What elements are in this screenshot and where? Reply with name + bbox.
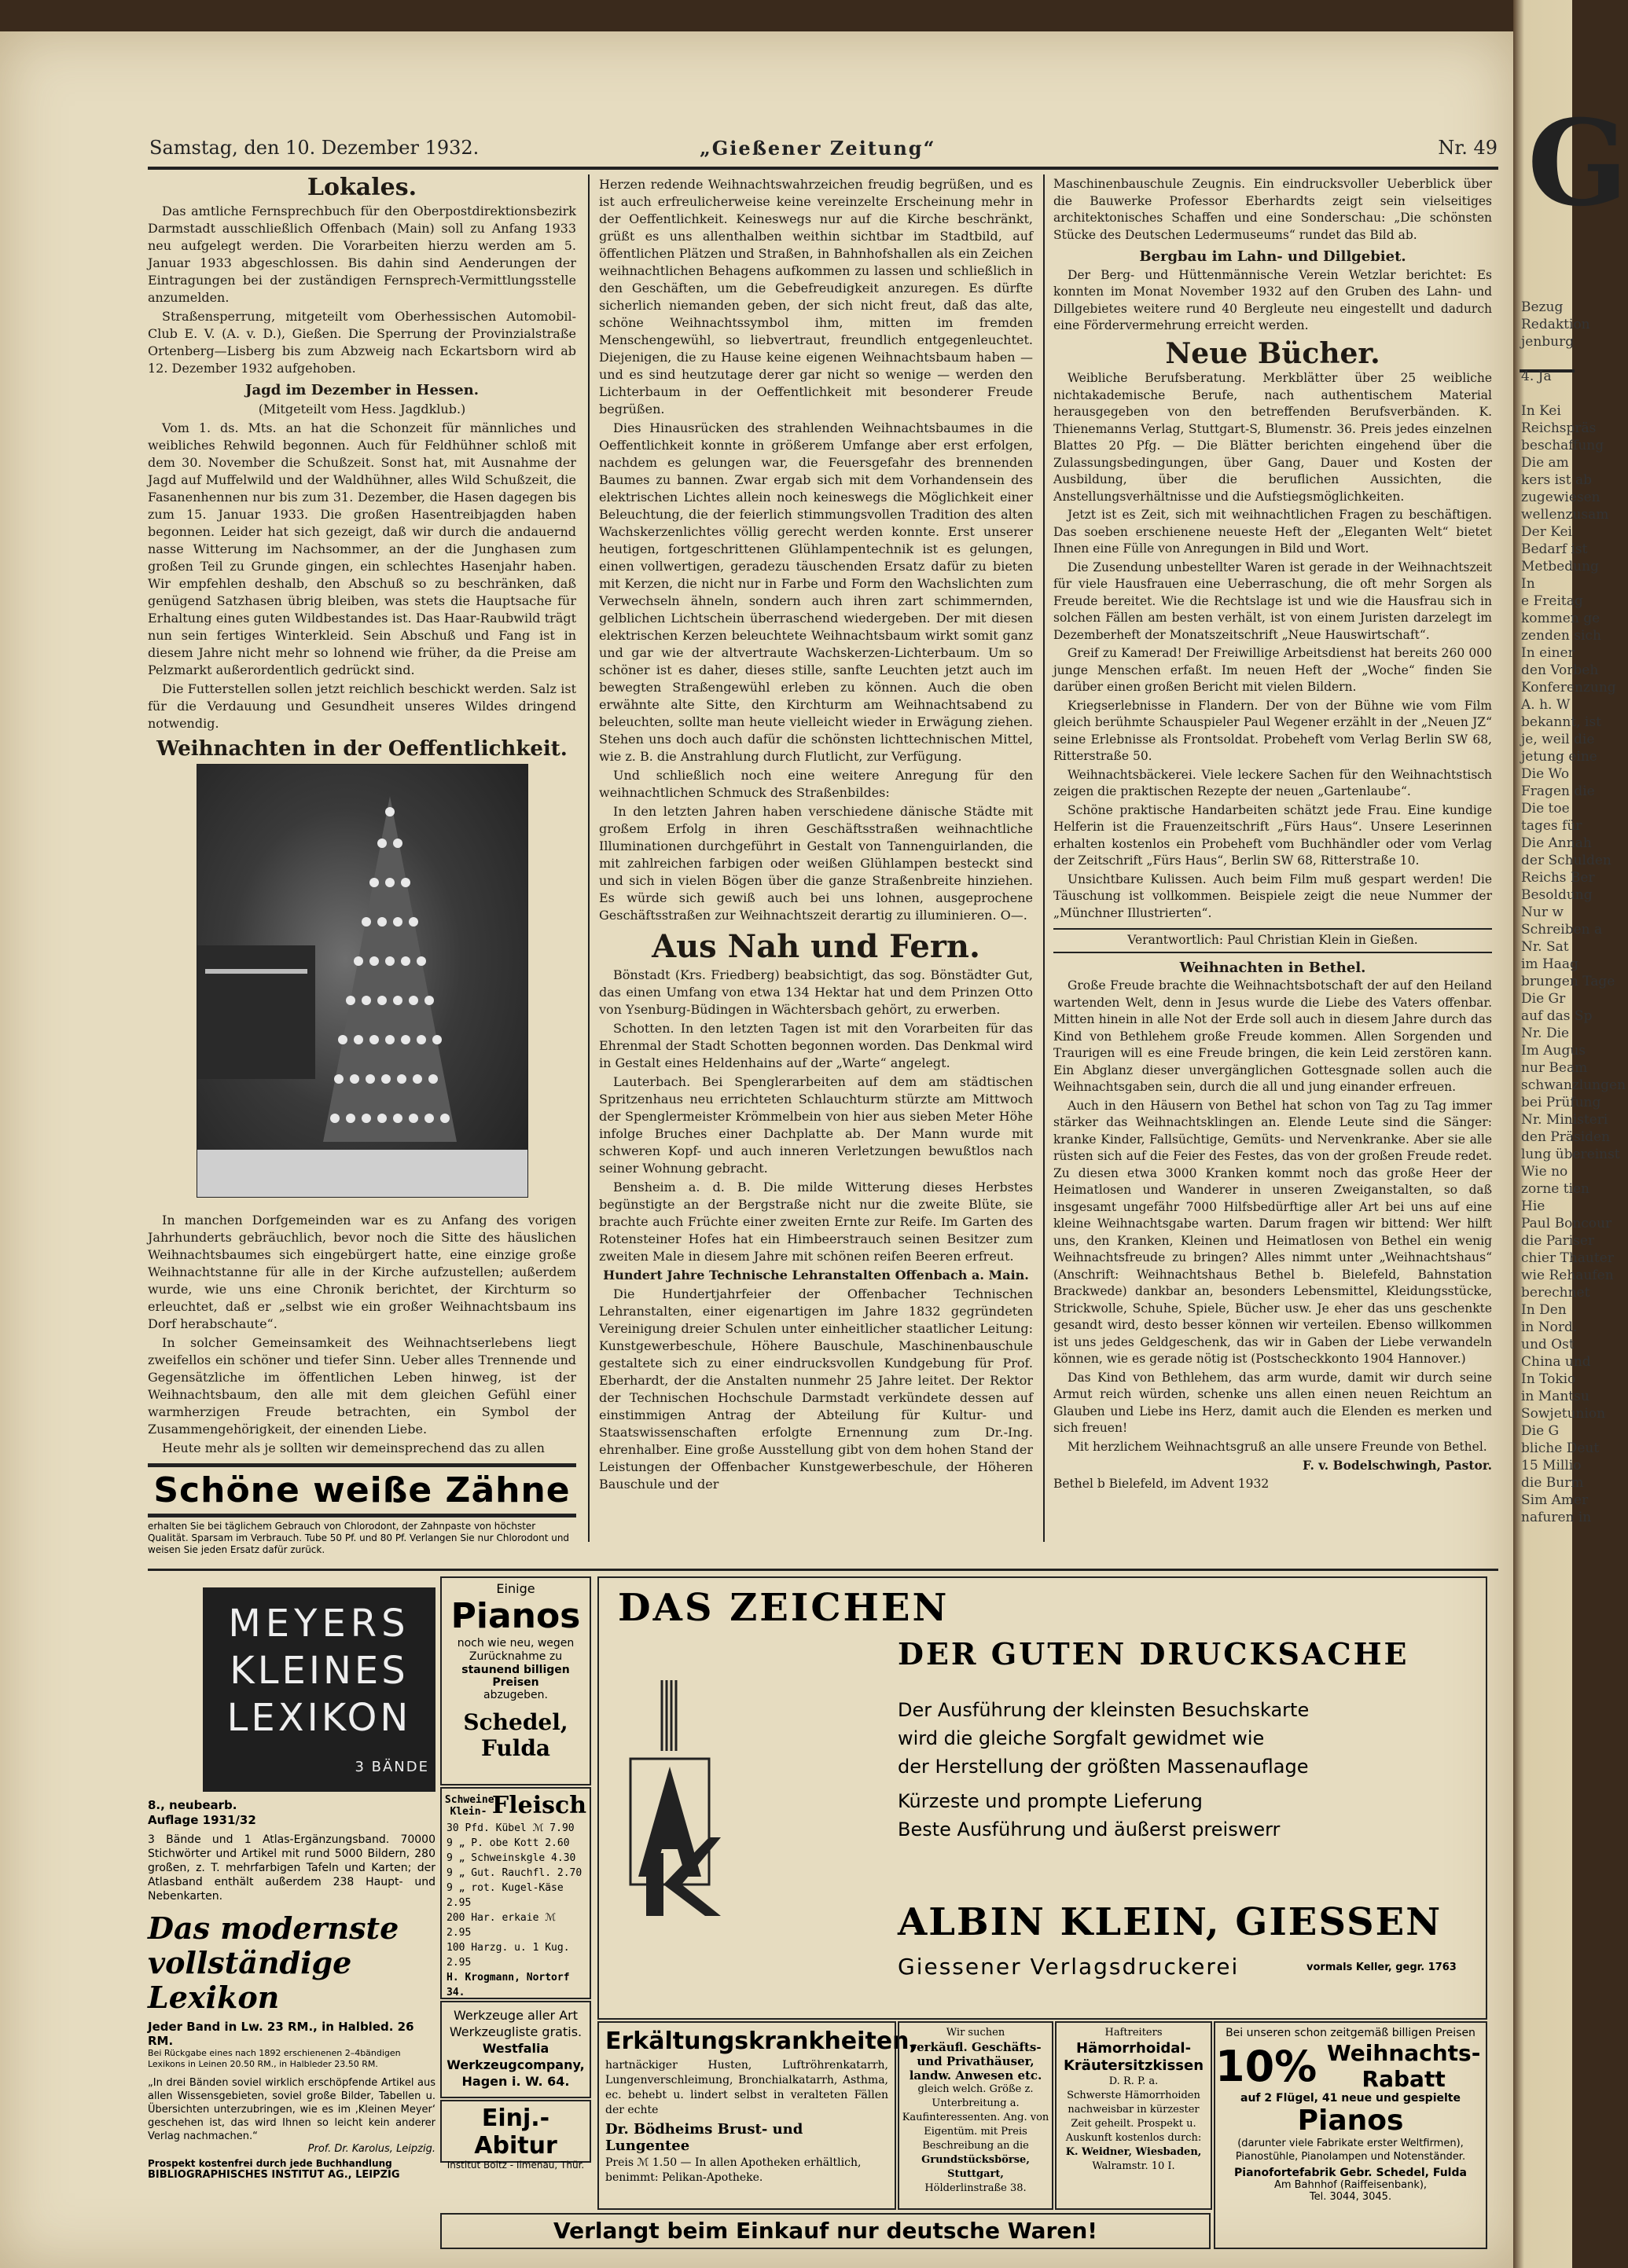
erkaeltung-brand: Dr. Bödheims Brust- und Lungentee	[605, 2121, 803, 2154]
meyers-baende: 3 BÄNDE	[355, 1759, 429, 1775]
rabatt-t2: auf 2 Flügel, 41 neue und gespielte	[1240, 2092, 1461, 2105]
article-strassensperrung: Straßensperrung, mitgeteilt vom Oberhessischen Automobil-Club E. V. (A. v. D.), Gießen. Die Sperrung der Provinzialstraße Ortenberg—Lisberg bis zum Abzweig nach Eckartsborn wird ab 12. Dezember 1932 aufgehoben.	[148, 309, 576, 376]
ad-grundstuecksboerse	[898, 2021, 1053, 2210]
header-rule	[148, 167, 1498, 170]
ad-abitur	[440, 2100, 591, 2171]
article-weihnachten-cont-4: In den letzten Jahren haben verschiedene dänische Städte mit großem Erfolg in ihren Geschäftsstraßen weihnachtliche Illuminationen durchgeführt in Gestalt von Tannenguirlanden, die mit zahlreichen farbigen oder weißen Glühlampen besteckt sind und sich in vielen Bögen über die ganze Straßenbreite hinziehen. Es würde sich gewiß auch bei uns lohnen, ausgeprochene Geschäftsstraßen zur Weihnachtszeit derartig zu illuminieren. O—.	[599, 804, 1033, 923]
ad-meyers-lexikon	[148, 1576, 435, 2246]
news-boenstadt: Bönstadt (Krs. Friedberg) beabsichtigt, das sog. Bönstädter Gut, das einen Umfang von etwa 134 Hektar hat und dem Prinzen Otto von Ysenburg-Büdingen in Wächtersbach gehört, zu erwerben.	[599, 967, 1033, 1017]
ad-werkzeuge	[440, 2001, 591, 2098]
fleisch-line-1: 30 Pfd. Kübel ℳ 7.90	[447, 1822, 575, 1834]
erkaeltung-preis: Preis ℳ 1.50 — In allen Apotheken erhältlich, benimmt: Pelikan-Apotheke.	[605, 2156, 862, 2184]
haemorrhoid-text: Schwerste Hämorrhoiden nachweisbar in kürzester Zeit geheilt. Prospekt u. Auskunft kostenlos durch:	[1065, 2090, 1202, 2144]
meyers-logo-block	[203, 1587, 435, 1792]
rabatt-tel: Tel. 3044, 3045.	[1309, 2191, 1392, 2203]
abitur-title: Einj.-Abitur	[474, 2105, 557, 2160]
pianos-einige: Einige	[496, 1581, 535, 1596]
ad-weihnachts-rabatt	[1214, 2021, 1487, 2249]
section-title-neue-buecher: Neue Bücher.	[1165, 336, 1380, 370]
article-bethel-3: Das Kind von Bethlehem, das arm wurde, damit wir durch seine Armut reich würden, schenke uns allen einen neuen Reichtum an Glauben und Liebe ins Herz, damit auch die Elenden es merken und sich freuen!	[1053, 1370, 1492, 1435]
haemorrhoid-t0: Haftreiters	[1104, 2027, 1163, 2039]
news-bergbau: Der Berg- und Hüttenmännische Verein Wetzlar berichtet: Es konnten im Monat November 1932 auf den Gruben des Lahn- und Dillgebietes weitere rund 40 Bergleute neu eingestellt und dadurch eine Fördervermehrung erreicht werden.	[1053, 267, 1492, 332]
banner-deutsche-waren: Verlangt beim Einkauf nur deutsche Waren!	[440, 2213, 1211, 2249]
rabatt-adr: Am Bahnhof (Raiffeisenbank),	[1273, 2179, 1428, 2191]
zeichen-gegr: vormals Keller, gegr. 1763	[1306, 1962, 1457, 1973]
fleisch-head: Schweine-Klein-	[444, 1793, 501, 1818]
haemorrhoid-firma: K. Weidner, Wiesbaden,	[1065, 2146, 1202, 2158]
christmas-tree-icon	[197, 765, 527, 1197]
article-weihnachten-2: In solcher Gemeinsamkeit des Weihnachtserlebens liegt zweifellos ein schöner und tiefer Sinn. Ueber alles Trennende und Gegensätzliche im öffentlichen Leben hinweg, ist der Weihnachtsbaum, den alle mit dem gleichen Gefühl einer warmherzigen Freude betrachten, ein Symbol der Zusammengehörigkeit, der einenden Liebe.	[148, 1335, 576, 1437]
rabatt-t1: Bei unseren schon zeitgemäß billigen Preisen	[1226, 2027, 1475, 2039]
zeichen-sub: Giessener Verlagsdruckerei	[898, 1954, 1240, 1980]
rabatt-t3: (darunter viele Fabrikate erster Weltfirmen), Pianostühle, Pianolampen und Notenständer.	[1235, 2138, 1466, 2163]
ad-albin-klein	[597, 1576, 1487, 2020]
edge-text-fragments: Bezug Redaktion jenburg 4. Ja In Kei Reichspräs beschaffung Die am kers ist ab zugewiesen wellenzusam Der Kei Bedarf ist Metbedung In e Freitag kommen ge zenden sich In einer den Vorbeh Konferenzung A. h. W bekannt, ist je, weil die jetung eine Die Wo Fragen die Die toe tages für Die Annah der Schulden Reichs Ber Besoldung Nur w Schreiben a Nr. Sat im Haag brungen Tage Die Gr auf das Sp Nr. Die Im Augus nur Beam schwanzlungen bei Prüfung Nr. Ministeri den Präsiden lung übereinst Wie no zorne tien Hie Paul Boncour die Pariser chier Thauter wie Rehaufen berechnet In Den in Nord. und Ost China und In Tokio in Mantsu Sowjetunion Die G bliche Deut 15 Millio die Burm Sim Amer nafuren in	[1521, 299, 1626, 1525]
book-kriegserlebnisse: Kriegserlebnisse in Flandern. Der von der Bühne wie vom Film gleich berühmte Schauspieler Paul Wegener erzählt in der „Neuen JZ“ seine Erlebnisse als Frontsoldat. Probeheft vom Verlag Berlin SW 68, Ritterstraße 50.	[1053, 698, 1492, 763]
ad-pianos-schedel	[440, 1576, 591, 1785]
meyers-zitat: „In drei Bänden soviel wirklich erschöpfende Artikel aus allen Wissensgebieten, soviel große Bilder, Tabellen u. Übersichten unterzubringen, wie es im ‚Kleinen Meyer‘ geschehen ist, das wird Ihnen so leicht kein anderer Verlag nachmachen.“	[148, 2077, 435, 2142]
meyers-prof: Prof. Dr. Karolus, Leipzig.	[307, 2143, 435, 2155]
pianos-t1: noch wie neu, wegen Zurücknahme zu	[457, 1637, 575, 1663]
meyers-rueckgabe: Bei Rückgabe eines nach 1892 erschienenen 2–4bändigen Lexikons in Leinen 20.50 RM., in Halbleder 23.50 RM.	[148, 2048, 401, 2069]
heading-jagd: Jagd im Dezember in Hessen.	[244, 382, 480, 398]
meyers-preis: Jeder Band in Lw. 23 RM., in Halbled. 26 RM.	[148, 2020, 414, 2048]
ad-chlorodont-title: Schöne weiße Zähne	[148, 1463, 576, 1518]
zeichen-line-1: DAS ZEICHEN	[618, 1586, 950, 1630]
signature-bodelschwingh: F. v. Bodelschwingh, Pastor.	[1303, 1458, 1492, 1473]
rabatt-firma: Pianofortefabrik Gebr. Schedel, Fulda	[1234, 2167, 1467, 2179]
news-offenbach-cont: Maschinenbauschule Zeugnis. Ein eindrucksvoller Ueberblick über die Bauwerke Professor Eberhardts zeigt sein vielseitiges architektonisches Schaffen und eine Sonderschau: „Die schönsten Stücke des Deutschen Ledermuseums“ rundet das Bild ab.	[1053, 177, 1492, 242]
article-bethel-4: Mit herzlichem Weihnachtsgruß an alle unsere Freunde von Bethel.	[1068, 1439, 1487, 1454]
heading-offenbach: Hundert Jahre Technische Lehranstalten Offenbach a. Main.	[603, 1268, 1029, 1283]
haemorrhoid-title: Hämorrhoidal-Kräutersitzkissen	[1063, 2040, 1204, 2074]
book-unbestellte-waren: Die Zusendung unbestellter Waren ist gerade in der Weihnachtszeit für viele Hausfrauen eine Ueberraschung, die oft mehr Sorgen als Freude bereitet. Wie die Rechtslage ist und wie die Hausfrau sich in solchen Fällen am besten verhält, ist von einem Juristen darzelegt im Dezemberheft der Monatszeitschrift „Neue Hauswirtschaft“.	[1053, 560, 1492, 642]
column-rule-2	[1043, 174, 1045, 1542]
ad-chlorodont-text: erhalten Sie bei täglichem Gebrauch von Chlorodont, der Zahnpaste von höchster Qualität. Sparsam im Verbrauch. Tube 50 Pf. und 80 Pf. Verlangen Sie nur Chlorodont und weisen Sie jeden Ersatz dafür zurück.	[148, 1521, 570, 1555]
fleisch-line-5: 9 „ rot. Kugel-Käse 2.95	[447, 1882, 564, 1909]
article-weihnachten-cont: Herzen redende Weihnachtswahrzeichen freudig begrüßen, und es ist auch erfreulicherweise keine vereinzelte Erscheinung mehr in der Oeffentlichkeit. Keineswegs nur auf die Kirche beschränkt, grüßt es uns allenthalben weithin sichtbar im Stadtbild, auf öffentlichen Plätzen und Straßen, in Bahnhofshallen als ein Zeichen weihnachtlichen Behagens aufkommen zu lassen und schließlich in den Geschäften, um die Gebefreudigkeit anzuregen. Es dürfte sicherlich niemanden geben, der sich nicht freut, daß das alte, schöne Weihnachtssymbol ihm, mitten im fremden Menschengewühl, so liebvertraut, freundlich entgegenleuchtet. Diejenigen, die zu Hause keine eigenen Weihnachtsbaum haben — und es sind heutzutage derer gar nicht so wenige — werden den Lichterbaum in der Oeffentlichkeit mit besonderer Freude begrüßen.	[599, 177, 1033, 417]
header-paper-name: „Gießener Zeitung“	[700, 137, 936, 160]
rabatt-percent: 10%	[1215, 2041, 1317, 2091]
zeichen-t4: Kürzeste und prompte Lieferung	[898, 1790, 1203, 1812]
responsible-editor: Verantwortlich: Paul Christian Klein in Gießen.	[1053, 928, 1492, 953]
section-title-aus-nah-und-fern: Aus Nah und Fern.	[652, 928, 980, 965]
article-weihnachten-3: Heute mehr als je sollten wir demeinsprechend das zu allen	[162, 1440, 545, 1455]
article-jagd-2: Die Futterstellen sollen jetzt reichlich beschickt werden. Salz ist für die Verdauung und Gesundheit unseres Wildes dringend notwendig.	[148, 681, 576, 731]
geschaeft-t1: Wir suchen	[946, 2027, 1005, 2039]
zeichen-t3: der Herstellung der größten Massenauflage	[898, 1756, 1309, 1778]
section-title-lokales: Lokales.	[307, 174, 417, 201]
page-header	[149, 134, 1498, 165]
book-berufsberatung: Weibliche Berufsberatung. Merkblätter über 25 weibliche nichtakademische Berufe, nach authentischem Material herausgegeben von den betreffenden Berufsverbänden. K. Thienemanns Verlag, Stuttgart-S, Blumenstr. 36. Preis jedes einzelnen Blattes 20 Pfg. — Die Blätter berichten eingehend über die Zulassungsbedingungen, über Gang, Dauer und Kosten der Ausbildung, über die beruflichen Aussichten, die Anstellungsverhältnisse und die Aufstiegsmöglichkeiten.	[1053, 371, 1492, 504]
article-bethel-2: Auch in den Häusern von Bethel hat schon von Tag zu Tag immer stärker das Weihnachtsklingen an. Elende Leute sind die Sänger: kranke Kinder, Fallsüchtige, Gemüts- und Nervenkranke. Aber sie alle rüsten sich auf die Feier des Festes, das von der großen Freude redet. Zu diesen etwa 3000 Kranken kommt noch das große Heer der Heimatlosen und Wanderer in unseren Zweiganstalten, so daß insgesamt ungefähr 7000 Hilfsbedürftige aller Art bei uns auf eine kleine Weihnachtsgabe warten. Darum fragen wir bittend: Wer hilft uns, den Kranken, Kleinen und Heimatlosen von Bethel ein wenig Weihnachtsfreude zu bringen? Alles nimmt unter „Weihnachtshaus“ (Anschrift: Weihnachtshaus Bethel b. Bielefeld, Bahnstation Brackwede) dankbar an, besonders Lebensmittel, Kleidungsstücke, Strickwolle, Schuhe, Spiele, Bücher usw. Je eher das uns geschenkte gesandt wird, desto besser können wir verteilen. Ebenso willkommen ist uns jedes Geldgeschenk, das wir in Gaben der Liebe verwandeln können, wie es gerade nötig ist (Postscheckkonto 1904 Hannover.)	[1053, 1098, 1492, 1366]
newspaper-page	[0, 31, 1513, 2268]
next-page-edge	[1513, 0, 1628, 2268]
heading-bethel: Weihnachten in Bethel.	[1179, 959, 1366, 976]
geschaeft-adr: Hölderlinstraße 38.	[924, 2182, 1027, 2194]
meyers-prospekt: Prospekt kostenfrei durch jede Buchhandlung	[148, 2158, 392, 2169]
zeichen-t1: Der Ausführung der kleinsten Besuchskarte	[898, 1699, 1310, 1721]
haemorrhoid-drp: D. R. P. a.	[1108, 2075, 1159, 2087]
geschaeft-t3: gleich welch. Größe z. Unterbreitung a. Kaufinteressenten. Ang. von Eigentüm. mit Preis Beschreibung an die	[902, 2083, 1049, 2152]
news-lauterbach: Lauterbach. Bei Spenglerarbeiten auf dem am städtischen Spritzenhaus neu errichteten Schlauchturm stürzte am Mittwoch der Spenglermeister Krömmelbein von hier aus sieben Meter Höhe infolge Bruches einer Dachplatte ab. Der Mann wurde mit schweren Kopf- und auch inneren Verletzungen bewußtlos nach seiner Wohnung gebracht.	[599, 1074, 1033, 1176]
edge-letter-glyph: G	[1527, 94, 1628, 233]
meyers-line-3: LEXIKON	[226, 1696, 412, 1740]
rabatt-title: Weihnachts-Rabatt	[1326, 2040, 1481, 2092]
rabatt-pianos: Pianos	[1297, 2105, 1404, 2137]
ads-top-rule	[148, 1569, 1498, 1571]
ad-chlorodont	[148, 1463, 576, 1561]
erkaeltung-title: Erkältungskrankheiten,	[605, 2028, 918, 2055]
pianos-t2: staunend billigen Preisen	[461, 1664, 570, 1689]
news-schotten: Schotten. In den letzten Tagen ist mit den Vorarbeiten für das Ehrenmal der Stadt Schotten begonnen worden. Das Denkmal wird in Gestalt eines Heldenhains auf der „Warte“ angelegt.	[599, 1021, 1033, 1070]
news-offenbach: Die Hundertjahrfeier der Offenbacher Technischen Lehranstalten, einer eigenartigen im Jahre 1832 gegründeten Vereinigung dreier Schulen unter einheitlicher staatlicher Leitung: Kunstgewerbeschule, Höhere Bauschule, Maschinenbauschule gestaltete sich zu einer eindrucksvollen Kundgebung für Prof. Eberhardt, der die Anstalten nunmehr 25 Jahre leitet. Der Rektor der Technischen Hochschule Darmstadt verkündete dessen auf einstimmigen Antrag der Abteilung für Kultur- und Staatswissenschaften erfolgte Ernennung zum Dr.-Ing. ehrenhalber. Eine große Ausstellung gibt von dem hohen Stand der Leistungen der Offenbacher Kunstgewerbeschule, der Höheren Bauschule und der	[599, 1286, 1033, 1492]
article-weihnachten-1: In manchen Dorfgemeinden war es zu Anfang des vorigen Jahrhunderts gebräuchlich, bevor noch die Sitte des häuslichen Weihnachtsbaumes sich eingebürgert hatte, eine einzige große Weihnachtstanne für alle in der Kirche aufzustellen; außerdem wurde, wie uns eine Chronik berichtet, der Kirchturm so erleuchtet, daß er „selbst wie ein großer Weihnachtsbaum ins Dorf herabschaute“.	[148, 1213, 576, 1331]
column-3	[1053, 176, 1492, 1543]
ad-haemorrhoidal	[1055, 2021, 1212, 2210]
heading-weihnachten-oeffentlichkeit: Weihnachten in der Oeffentlichkeit.	[156, 737, 568, 761]
fleisch-line-2: 9 „ P. obe Kott 2.60	[447, 1837, 570, 1849]
ak-logo-icon	[615, 1680, 741, 1916]
meyers-line-2: KLEINES	[230, 1649, 409, 1693]
pianos-t3: abzugeben.	[483, 1689, 548, 1701]
geschaeft-t2: verkäufl. Geschäfts- und Privathäuser, landw. Anwesen etc.	[909, 2040, 1042, 2083]
werkzeuge-text: Werkzeuge aller Art Werkzeugliste gratis.	[449, 2008, 582, 2039]
article-weihnachten-cont-3: Und schließlich noch eine weitere Anregung für den weihnachtlichen Schmuck des Straßenbildes:	[599, 768, 1033, 800]
meyers-script: Das modernste vollständige Lexikon	[148, 1910, 399, 2015]
haemorrhoid-adr: Walramstr. 10 I.	[1092, 2160, 1175, 2172]
heading-bergbau: Bergbau im Lahn- und Dillgebiet.	[1139, 248, 1406, 265]
place-date-bethel: Bethel b Bielefeld, im Advent 1932	[1053, 1476, 1270, 1491]
geschaeft-firma: Grundstücksbörse, Stuttgart,	[921, 2154, 1030, 2180]
fleisch-title: Fleisch	[491, 1792, 587, 1819]
fleisch-line-6: 200 Har. erkaie ℳ 2.95	[447, 1912, 557, 1939]
article-fernsprechbuch: Das amtliche Fernsprechbuch für den Oberpostdirektionsbezirk Darmstadt ausschließlich Offenbach (Main) soll zu Anfang 1933 neu aufgelegt werden. Die Vorarbeiten hierzu werden am 5. Januar 1933 abgeschlossen. Bis dahin sind Aenderungen der Eintragungen bei der zuständigen Fernsprech-Vermittlungsstelle anzumelden.	[148, 204, 576, 305]
ad-erkaeltung	[597, 2021, 918, 2210]
header-date: Samstag, den 10. Dezember 1932.	[149, 137, 480, 159]
column-2	[599, 176, 1033, 1543]
werkzeuge-firma: Westfalia Werkzeugcompany, Hagen i. W. 64.	[447, 2041, 585, 2089]
abitur-sub: Institut Boltz - Ilmenau, Thür.	[447, 2160, 585, 2171]
column-rule-1	[588, 174, 590, 1542]
meyers-desc: 3 Bände und 1 Atlas-Ergänzungsband. 70000 Stichwörter und Artikel mit rund 5000 Bildern, 280 großen, z. T. mehrfarbigen Tafeln und Karten; der Atlasband enthält außerdem 238 Haupt- und Nebenkarten.	[148, 1833, 435, 1903]
meyers-verlag: BIBLIOGRAPHISCHES INSTITUT AG., LEIPZIG	[148, 2169, 400, 2181]
zeichen-firma: ALBIN KLEIN, GIESSEN	[898, 1900, 1442, 1944]
book-greif-zu: Greif zu Kamerad! Der Freiwillige Arbeitsdienst hat bereits 260 000 junge Menschen erfaßt. Im neuen Heft der „Woche“ finden Sie darüber einen großen Bericht mit vielen Bildern.	[1053, 646, 1492, 694]
zeichen-t2: wird die gleiche Sorgfalt gewidmet wie	[898, 1727, 1265, 1749]
photo-christmas-tree	[197, 764, 528, 1198]
jagd-subtitle: (Mitgeteilt vom Hess. Jagdklub.)	[258, 402, 466, 417]
fleisch-line-4: 9 „ Gut. Rauchfl. 2.70	[447, 1867, 582, 1879]
zeichen-t5: Beste Ausführung und äußerst preiswerr	[898, 1818, 1281, 1840]
ad-schweinefleisch	[440, 1787, 591, 1999]
meyers-auflage: 8., neubearb. Auflage 1931/32	[148, 1798, 256, 1827]
fleisch-line-7: 100 Harzg. u. 1 Kug. 2.95	[447, 1942, 570, 1969]
pianos-title: Pianos	[450, 1596, 581, 1636]
book-kulissen: Unsichtbare Kulissen. Auch beim Film muß gespart werden! Die Täuschung ist vollkommen. Beispiele zeigt die neue Nummer der „Münchner Illustrierten“.	[1053, 872, 1492, 920]
pianos-firma: Schedel, Fulda	[463, 1709, 568, 1761]
column-1	[148, 176, 576, 1455]
news-bensheim: Bensheim a. d. B. Die milde Witterung dieses Herbstes begünstigte an der Bergstraße nicht nur die zweite Blüte, sie brachte auch Früchte einer zweiten Ernte zur Reife. Im Garten des Rotensteiner Hofes hat ein Himbeerstrauch seinen Besitzer zum zweiten Male in diesem Jahre mit schönen reifen Beeren erfreut.	[599, 1180, 1033, 1264]
book-handarbeiten: Schöne praktische Handarbeiten schätzt jede Frau. Eine kundige Helferin ist die Frauenzeitschrift „Fürs Haus“. Unsere Leserinnen erhalten kostenlos ein Probeheft vom Buchhändler oder vom Verlag der Zeitschrift „Fürs Haus“, Berlin SW 68, Ritterstraße 10.	[1053, 802, 1492, 868]
zeichen-line-2: DER GUTEN DRUCKSACHE	[898, 1636, 1409, 1672]
meyers-line-1: MEYERS	[228, 1602, 410, 1646]
fleisch-line-3: 9 „ Schweinskgle 4.30	[447, 1852, 576, 1864]
fleisch-firma: H. Krogmann, Nortorf 34.	[447, 1972, 570, 1998]
book-elegante-welt: Jetzt ist es Zeit, sich mit weihnachtlichen Fragen zu beschäftigen. Das soeben erschienene neueste Heft der „Eleganten Welt“ bietet Ihnen eine Fülle von Anregungen in Bild und Wort.	[1053, 508, 1492, 556]
article-bethel-1: Große Freude brachte die Weihnachtsbotschaft der auf den Heiland wartenden Welt, denn in Jesus wurde die Liebe des Vaters offenbar. Mitten hinein in alle Not der Erde soll auch in diesem Jahre durch das Kind von Bethlehem große Freude kommen. Allen Sorgenden und Traurigen will es eine Freude bringen, die kein Leid zerstören kann. Ein Abglanz dieser unvergänglichen Gottesgnade sollen auch die Weihnachtsgaben sein, durch die all und jung einander erfreuen.	[1053, 978, 1492, 1094]
zeichen-text	[898, 1696, 1309, 1844]
book-weihnachtsbaeckerei: Weihnachtsbäckerei. Viele leckere Sachen für den Weihnachtstisch zeigen die praktischen Rezepte der neuen „Gartenlaube“.	[1053, 767, 1492, 798]
article-weihnachten-cont-2: Dies Hinausrücken des strahlenden Weihnachtsbaumes in die Oeffentlichkeit konnte in größerem Umfange aber erst erfolgen, nachdem es gelungen war, die Feuersgefahr des brennenden Baumes zu bannen. Zwar ergab sich mit dem Vorhandensein des elektrischen Lichtes allein noch keineswegs die Möglichkeit einer Beleuchtung, die der feierlich stimmungsvollen Tradition des alten Wachskerzenlichtes völlig gerecht werden konnte. Erst unserer heutigen, fortgeschrittenen Glühlampentechnik ist es gelungen, einen vollwertigen, geradezu täuschenden Ersatz dafür zu bieten mit Kerzen, die nicht nur in Farbe und Form den Wachslichten zum Verwechseln ähneln, sondern auch ihren zart schimmernden, gelblichen Lichtschein überraschend wiedergeben. Der mit diesen elektrischen Kerzen beleuchtete Weihnachtsbaum wirkt somit ganz und gar wie der altvertraute Wachskerzen-Lichterbaum. Um so schöner ist es daher, dieses stille, sanfte Leuchten jetzt auch im bewegten Straßengewühl erleben zu können. Auch die oben erwähnte alte Sitte, den Kirchturm am Weihnachtsabend zu beleuchten, sollte man heute vielleicht wieder in Erwägung ziehen. Stehen uns doch auch dafür die schönsten lichttechnischen Mittel, wie z. B. die Anstrahlung durch Flutlicht, zur Verfügung.	[599, 420, 1033, 764]
header-issue-number: Nr. 49	[1438, 137, 1498, 159]
erkaeltung-text: hartnäckiger Husten, Luftröhrenkatarrh, Lungenverschleimung, Bronchialkatarrh, Asthma, ec. behebt u. lindert selbst in veralteten Fällen der echte	[605, 2059, 888, 2116]
article-jagd: Vom 1. ds. Mts. an hat die Schonzeit für männliches und weibliches Rehwild begonnen. Auch für Feldhühner schloß mit dem 30. November die Schußzeit. Sonst hat, mit Ausnahme der Jagd auf Muffelwild und der Waldhühner, alles Wild Schußzeit, die Fasanenhennen nur bis zum 31. Dezember, die Hasen dagegen bis zum 15. Januar 1933. Die großen Hasentreibjagden haben begonnen. Leider hat sich gezeigt, daß wir durch die andauernd nasse Witterung im Nachsommer, an der die Junghasen zum großen Teil zu Grunde gingen, ein schlechtes Hasenjahr haben. Wir empfehlen deshalb, den Abschuß so zu beschränken, daß genügend Satzhasen übrig bleiben, was stets die Hauptsache für Erhaltung eines guten Wildbestandes ist. Das Haar-Raubwild trägt nun sein fertiges Winterkleid. Sein Abschuß und Fang ist in diesem Jahre nicht mehr so lohnend wie früher, da die Preise am Pelzmarkt außerordentlich gedrückt sind.	[148, 420, 576, 677]
